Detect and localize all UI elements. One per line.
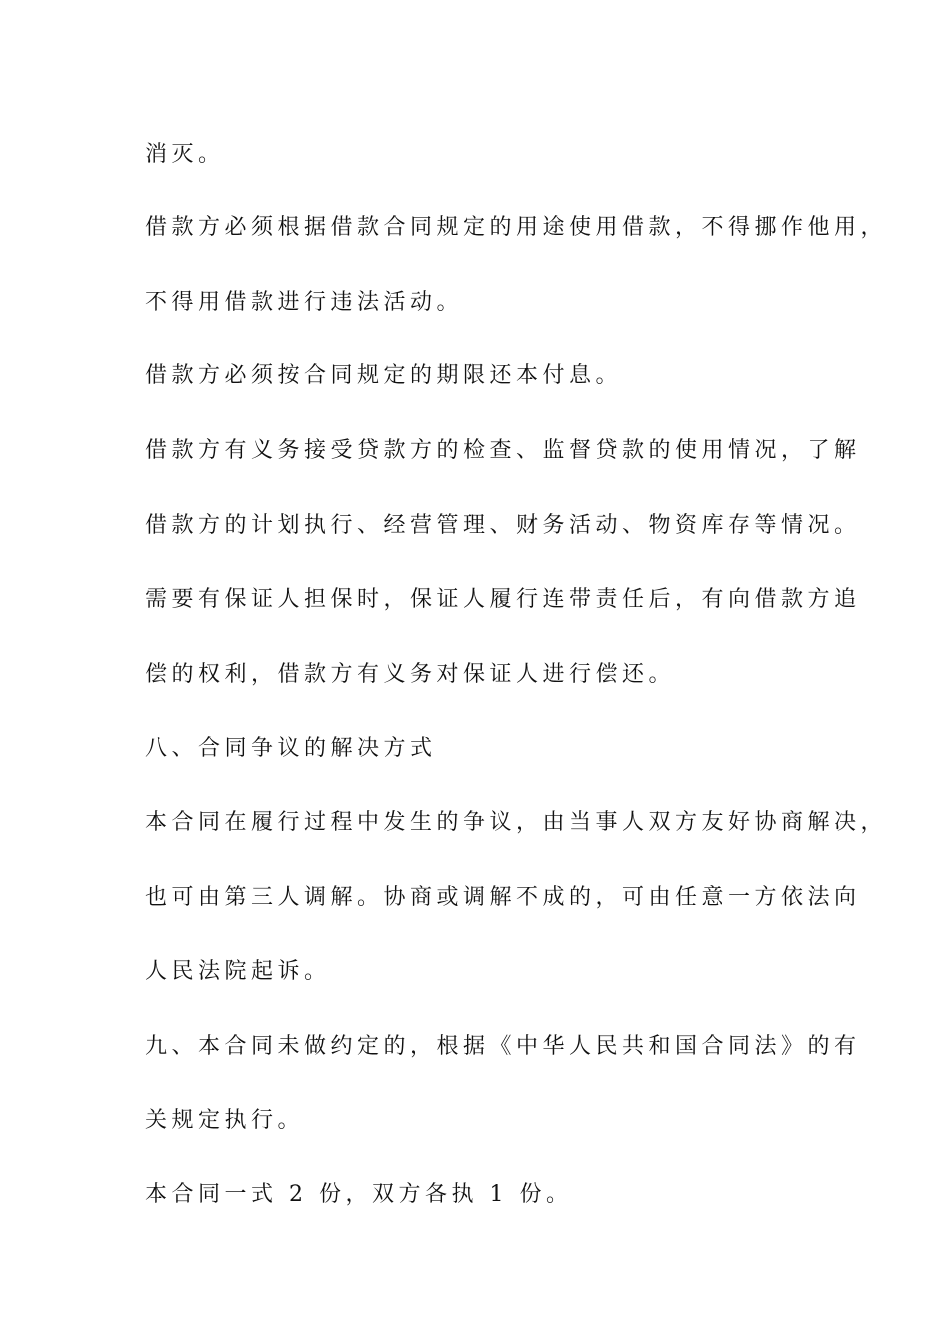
text-line: 人民法院起诉。 xyxy=(145,959,331,984)
text-line: 需要有保证人担保时，保证人履行连带责任后，有向借款方追 xyxy=(145,587,861,612)
text-line: 本合同在履行过程中发生的争议，由当事人双方友好协商解决， xyxy=(145,810,888,835)
text-line: 关规定执行。 xyxy=(145,1108,305,1133)
section-heading: 八、合同争议的解决方式 xyxy=(145,736,437,761)
text-line: 也可由第三人调解。协商或调解不成的，可由任意一方依法向 xyxy=(145,885,861,910)
text-line: 不得用借款进行违法活动。 xyxy=(145,290,464,315)
text-line: 借款方必须按合同规定的期限还本付息。 xyxy=(145,363,623,388)
text-line: 借款方有义务接受贷款方的检查、监督贷款的使用情况，了解 xyxy=(145,438,861,463)
section-heading: 九、本合同未做约定的，根据《中华人民共和国合同法》的有 xyxy=(145,1034,861,1059)
text-line: 消灭。 xyxy=(145,142,225,167)
text-line: 本合同一式 2 份，双方各执 1 份。 xyxy=(145,1182,573,1207)
text-line: 借款方必须根据借款合同规定的用途使用借款，不得挪作他用， xyxy=(145,215,888,240)
text-line: 偿的权利，借款方有义务对保证人进行偿还。 xyxy=(145,662,676,687)
text-line: 借款方的计划执行、经营管理、财务活动、物资库存等情况。 xyxy=(145,513,861,538)
